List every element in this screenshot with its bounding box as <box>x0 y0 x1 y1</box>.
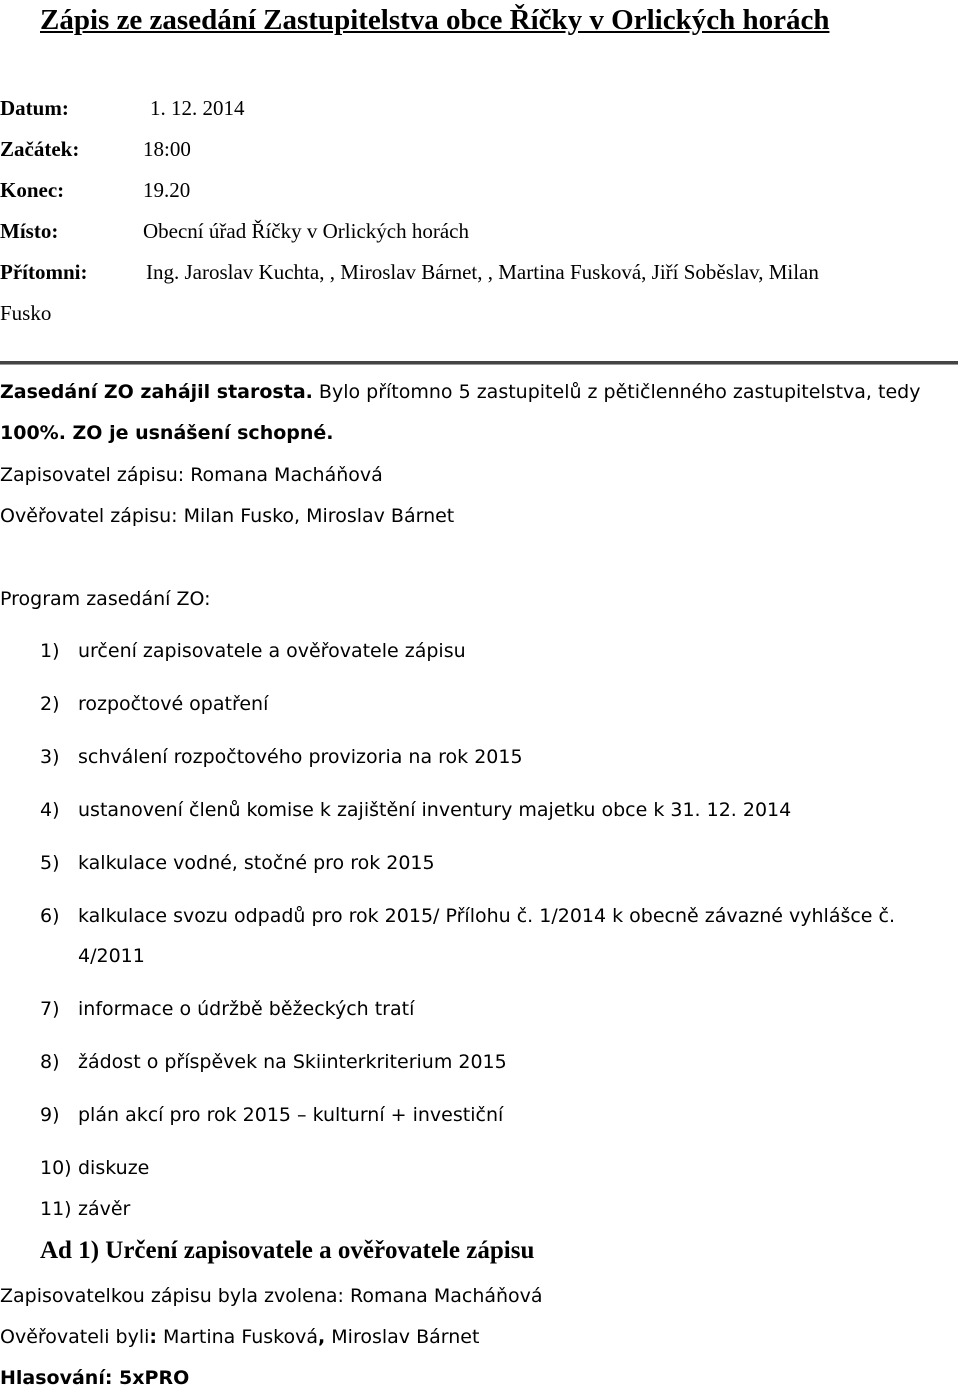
konec-value: 19.20 <box>143 178 191 202</box>
datum-label: Datum: <box>0 96 69 120</box>
konec-label: Konec: <box>0 178 65 202</box>
overovateli-line <box>0 1322 479 1352</box>
overovateli-name1: Martina Fusková <box>157 1326 319 1348</box>
document-title: Zápis ze zasedání Zastupitelstva obce Říčky v Orlických horách <box>40 4 830 36</box>
program-heading: Program zasedání ZO: <box>0 588 211 610</box>
program-item-num: 6) <box>40 905 60 927</box>
program-item-text: žádost o příspěvek na Skiinterkriterium 2015 <box>78 1051 507 1073</box>
program-item-num: 11) <box>40 1198 72 1220</box>
hlasovani-line: Hlasování: 5xPRO <box>0 1367 190 1389</box>
program-item-text: závěr <box>78 1198 131 1220</box>
program-item-text: plán akcí pro rok 2015 – kulturní + investiční <box>78 1104 504 1126</box>
program-item-text: určení zapisovatele a ověřovatele zápisu <box>78 640 466 662</box>
program-item-num: 4) <box>40 799 60 821</box>
pritomni-continuation: Fusko <box>0 301 52 325</box>
intro-line-2: 100%. ZO je usnášení schopné. <box>0 422 334 444</box>
zapisovatelka-line: Zapisovatelkou zápisu byla zvolena: Romana Macháňová <box>0 1285 543 1307</box>
program-item-text: schválení rozpočtového provizoria na rok 2015 <box>78 746 523 768</box>
overovateli-colon: : <box>149 1326 158 1348</box>
program-item-num: 7) <box>40 998 60 1020</box>
horizontal-rule <box>0 361 958 365</box>
overovateli-comma: , <box>318 1326 326 1348</box>
program-item-text: kalkulace vodné, stočné pro rok 2015 <box>78 852 435 874</box>
overovateli-name2: Miroslav Bárnet <box>325 1326 480 1348</box>
program-item-text: rozpočtové opatření <box>78 693 269 715</box>
program-item-text: informace o údržbě běžeckých tratí <box>78 998 415 1020</box>
zacatek-value: 18:00 <box>143 137 191 161</box>
zapisovatel-line: Zapisovatel zápisu: Romana Macháňová <box>0 464 383 486</box>
pritomni-label: Přítomni: <box>0 260 88 284</box>
intro-bold-1: Zasedání ZO zahájil starosta. <box>0 381 313 403</box>
program-item-num: 9) <box>40 1104 60 1126</box>
program-item-num: 2) <box>40 693 60 715</box>
program-item-continuation: 4/2011 <box>78 945 145 967</box>
misto-label: Místo: <box>0 219 59 243</box>
program-item-text: kalkulace svozu odpadů pro rok 2015/ Přílohu č. 1/2014 k obecně závazné vyhlášce č. <box>78 905 896 927</box>
section-heading-ad1: Ad 1) Určení zapisovatele a ověřovatele zápisu <box>40 1237 535 1264</box>
intro-line-1 <box>0 377 920 407</box>
program-item-text: ustanovení členů komise k zajištění inventury majetku obce k 31. 12. 2014 <box>78 799 792 821</box>
program-item-num: 10) <box>40 1157 72 1179</box>
datum-value: 1. 12. 2014 <box>150 96 245 120</box>
program-item-num: 3) <box>40 746 60 768</box>
program-item-num: 5) <box>40 852 60 874</box>
program-item-num: 8) <box>40 1051 60 1073</box>
overovatel-line: Ověřovatel zápisu: Milan Fusko, Miroslav Bárnet <box>0 505 455 527</box>
program-item-text: diskuze <box>78 1157 150 1179</box>
overovateli-label: Ověřovateli byli <box>0 1326 150 1348</box>
misto-value: Obecní úřad Říčky v Orlických horách <box>143 219 469 243</box>
zacatek-label: Začátek: <box>0 137 80 161</box>
intro-rest-1: Bylo přítomno 5 zastupitelů z pětičlenného zastupitelstva, tedy <box>312 381 921 403</box>
program-item-num: 1) <box>40 640 60 662</box>
pritomni-value: Ing. Jaroslav Kuchta, , Miroslav Bárnet, , Martina Fusková, Jiří Soběslav, Milan <box>146 260 819 284</box>
